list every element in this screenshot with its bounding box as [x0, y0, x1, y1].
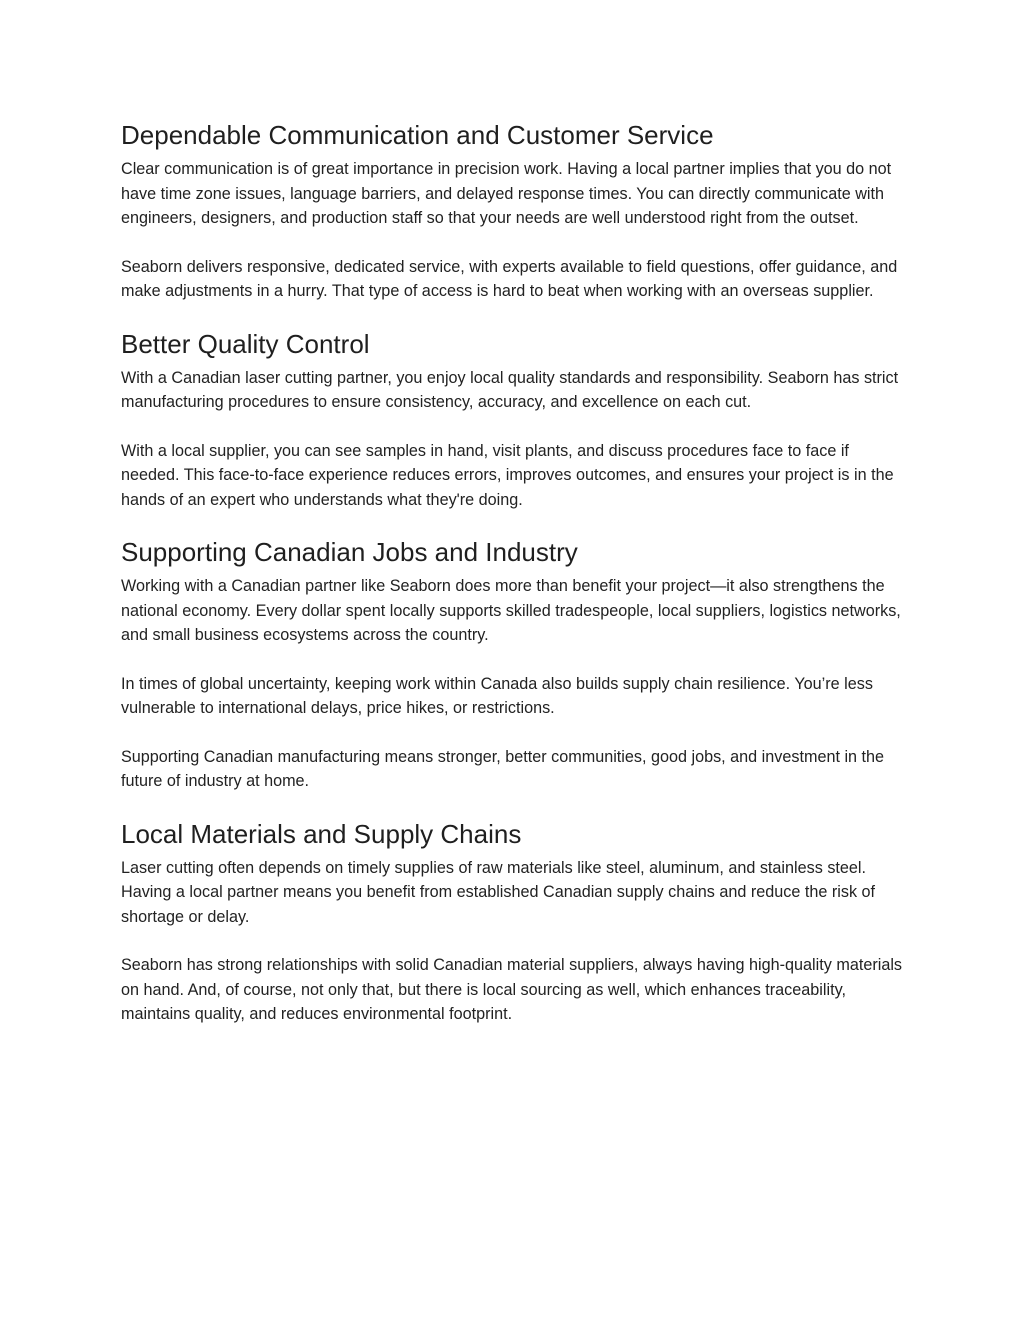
section-dependable-communication — [121, 119, 911, 304]
paragraph: Working with a Canadian partner like Seaborn does more than benefit your project—it also strengthens the national economy. Every dollar spent locally supports skilled tradespeople, local suppliers, logistics networks, and small business ecosystems across the country. — [121, 577, 901, 644]
paragraph: In times of global uncertainty, keeping work within Canada also builds supply chain resilience. You’re less vulnerable to international delays, price hikes, or restrictions. — [121, 674, 873, 717]
paragraph: Seaborn delivers responsive, dedicated service, with experts available to field questions, offer guidance, and make adjustments in a hurry. That type of access is hard to beat when working with an overseas supplier. — [121, 257, 898, 300]
section-canadian-jobs — [121, 536, 911, 794]
section-local-materials — [121, 818, 911, 1027]
section-heading: Supporting Canadian Jobs and Industry — [121, 537, 578, 567]
paragraph: Laser cutting often depends on timely supplies of raw materials like steel, aluminum, and stainless steel. Having a local partner means you benefit from established Canadian supply chains and reduce the risk of shortage or delay. — [121, 858, 876, 926]
section-quality-control — [121, 328, 911, 513]
section-heading: Better Quality Control — [121, 328, 370, 359]
paragraph: Seaborn has strong relationships with solid Canadian material suppliers, always having high-quality materials on hand. And, of course, not only that, but there is local sourcing as well, which enhances traceability, maintains quality, and reduces environmental footprint. — [121, 956, 903, 1023]
section-heading: Dependable Communication and Customer Service — [121, 120, 714, 150]
paragraph: With a local supplier, you can see samples in hand, visit plants, and discuss procedures face to face if needed. This face-to-face experience reduces errors, improves outcomes, and ensures your project is in the hands of an expert who understands what they're doing. — [121, 441, 894, 509]
paragraph: Clear communication is of great importance in precision work. Having a local partner implies that you do not have time zone issues, language barriers, and delayed response times. You can directly communicate with engineers, designers, and production staff so that your needs are well understood right from the outset. — [121, 160, 892, 227]
section-heading: Local Materials and Supply Chains — [121, 818, 522, 849]
paragraph: With a Canadian laser cutting partner, you enjoy local quality standards and responsibility. Seaborn has strict manufacturing procedures to ensure consistency, accuracy, and excellence on each cut. — [121, 368, 899, 411]
paragraph: Supporting Canadian manufacturing means stronger, better communities, good jobs, and investment in the future of industry at home. — [121, 747, 885, 790]
document-page — [121, 119, 911, 1051]
